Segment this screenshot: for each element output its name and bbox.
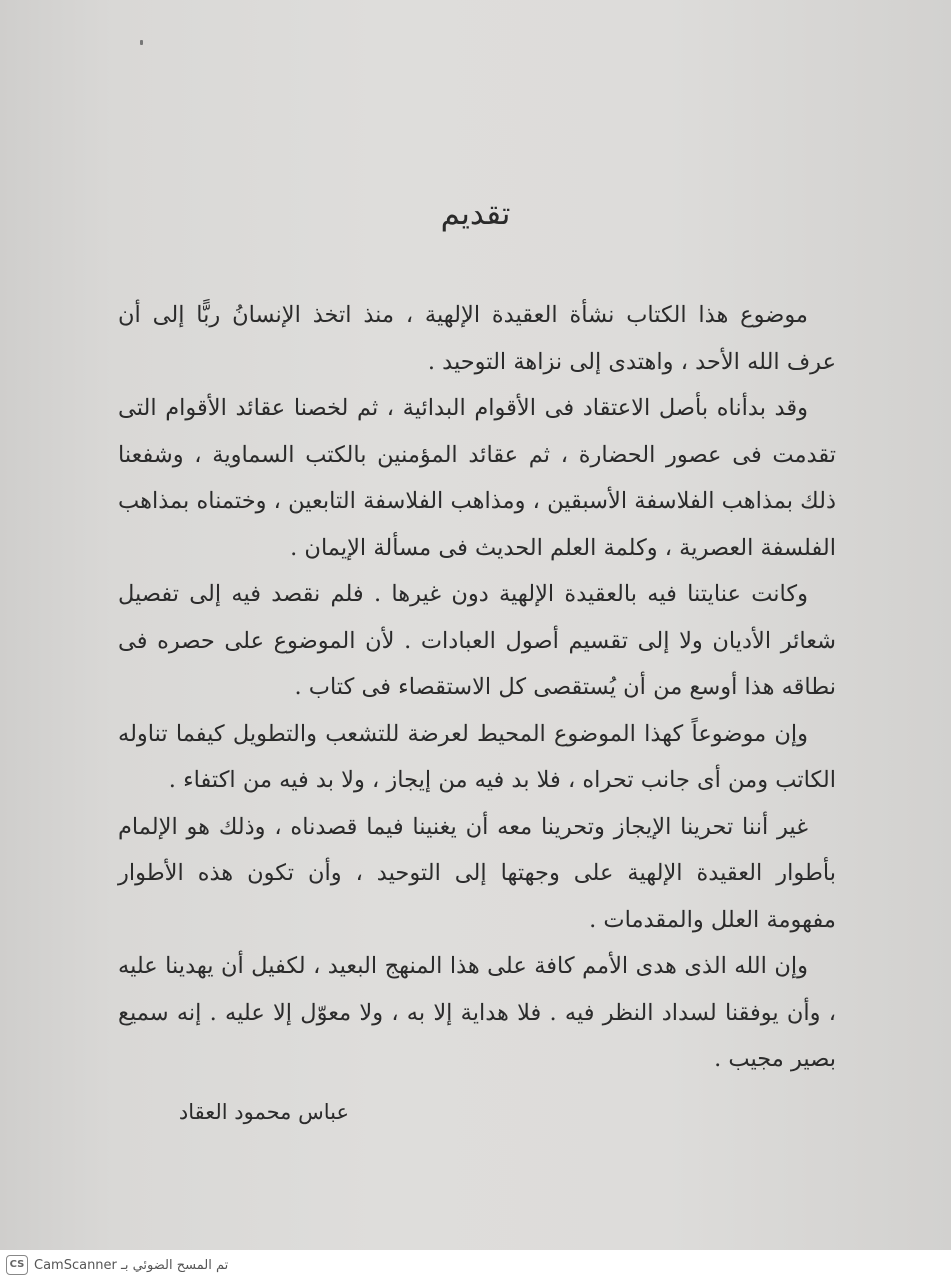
paragraph: وإن الله الذى هدى الأمم كافة على هذا المنهج البعيد ، لكفيل أن يهدينا عليه ، وأن يوفقنا لسداد النظر فيه . فلا هداية إلا به ، ولا معوّل إلا عليه . إنه سميع بصير مجيب .: [118, 953, 836, 1072]
paragraph: موضوع هذا الكتاب نشأة العقيدة الإلهية ، منذ اتخذ الإنسانُ ربًّا إلى أن عرف الله الأحد ، واهتدى إلى نزاهة التوحيد .: [118, 302, 836, 375]
paragraph: وكانت عنايتنا فيه بالعقيدة الإلهية دون غيرها . فلم نقصد فيه إلى تفصيل شعائر الأديان ولا إلى تقسيم أصول العبادات . لأن الموضوع على حصره فى نطاقه هذا أوسع من أن يُستقصى كل الاستقصاء فى كتاب .: [118, 581, 836, 700]
author-signature: عباس محمود العقاد: [178, 1100, 349, 1124]
page-title: تقديم: [440, 196, 511, 232]
camscanner-logo-icon: CS: [6, 1255, 28, 1275]
footer-text: تم المسح الضوئي بـ CamScanner: [34, 1257, 229, 1273]
body-text: [118, 292, 836, 1083]
scan-speck: [140, 40, 143, 45]
paragraph: وقد بدأناه بأصل الاعتقاد فى الأقوام البدائية ، ثم لخصنا عقائد الأقوام التى تقدمت فى عصور الحضارة ، ثم عقائد المؤمنين بالكتب السماوية ، وشفعنا ذلك بمذاهب الفلاسفة الأسبقين ، ومذاهب الفلاسفة التابعين ، وختمناه بمذاهب الفلسفة العصرية ، وكلمة العلم الحديث فى مسألة الإيمان .: [118, 395, 836, 561]
footer-watermark: [6, 1255, 228, 1275]
scanner-footer: [0, 1250, 951, 1280]
paragraph: غير أننا تحرينا الإيجاز وتحرينا معه أن يغنينا فيما قصدناه ، وذلك هو الإلمام بأطوار العقيدة الإلهية على وجهتها إلى التوحيد ، وأن تكون هذه الأطوار مفهومة العلل والمقدمات .: [118, 813, 836, 933]
paragraph: وإن موضوعاً كهذا الموضوع المحيط لعرضة للتشعب والتطويل كيفما تناوله الكاتب ومن أى جانب تحراه ، فلا بد فيه من إيجاز ، ولا بد فيه من اكتفاء .: [118, 720, 836, 793]
